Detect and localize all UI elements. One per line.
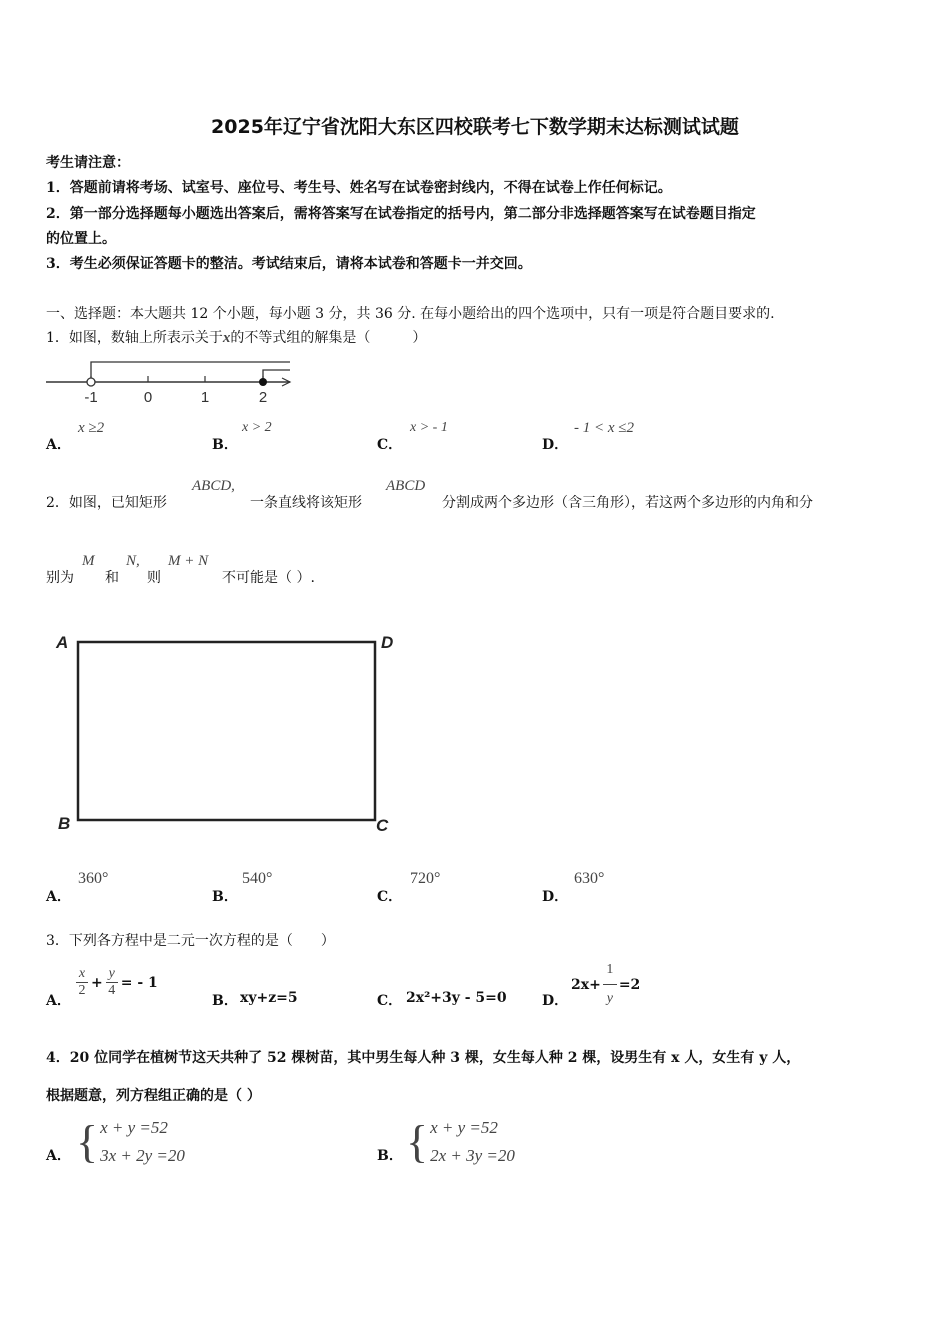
q2-option-b-expr: 540° — [242, 870, 273, 887]
page-title: 2025年辽宁省沈阳大东区四校联考七下数学期末达标测试试题 — [211, 116, 739, 138]
solution-bracket-left — [91, 362, 290, 382]
q2-math-abcd-1: ABCD, — [192, 478, 235, 494]
number-line-figure — [44, 352, 294, 408]
equation-2: 2x + 3y =20 — [430, 1146, 515, 1165]
q2-math-m: M — [82, 553, 95, 569]
q2-text-2: 一条直线将该矩形 — [250, 495, 362, 511]
q1-option-b-label[interactable]: B． — [212, 437, 238, 453]
q3-frac-y-over-4 — [106, 966, 118, 999]
frac-denominator: 2 — [78, 983, 86, 998]
notice-heading: 考生请注意： — [46, 155, 130, 171]
q2-option-b-label[interactable]: B． — [212, 889, 238, 905]
q3-stem: 3．下列各方程中是二元一次方程的是（ ） — [46, 933, 335, 949]
q2-text-4: 别为 — [46, 570, 74, 586]
q4-option-a-system — [76, 1114, 185, 1170]
open-point — [87, 378, 95, 386]
plus-sign: + — [91, 974, 103, 991]
left-brace: { — [406, 1116, 429, 1167]
q1-option-b-expr: x > 2 — [242, 420, 272, 435]
equation-stack — [100, 1114, 185, 1170]
q4-option-b-label[interactable]: B． — [377, 1148, 403, 1164]
frac-numerator: x — [78, 966, 86, 981]
equation-1: x + y =52 — [100, 1118, 168, 1137]
q4-option-a-label[interactable]: A． — [46, 1148, 71, 1164]
q1-text-b: 的不等式组的解集是（ ） — [230, 330, 427, 346]
q1-option-c-expr: x > - 1 — [410, 420, 448, 435]
tick-label-2: 2 — [258, 389, 268, 406]
expr-prefix: 2x+ — [571, 976, 601, 993]
equation-2: 3x + 2y =20 — [100, 1146, 185, 1165]
notice-item-3: 3．考生必须保证答题卡的整洁。考试结束后，请将本试卷和答题卡一并交回。 — [46, 256, 532, 272]
notice-item-2-cont: 的位置上。 — [46, 231, 116, 247]
q1-option-c-label[interactable]: C． — [377, 437, 403, 453]
left-brace: { — [76, 1116, 99, 1167]
q4-stem-line-1: 4．20 位同学在植树节这天共种了 52 棵树苗，其中男生每人种 3 棵，女生每人种 2 棵，设男生有 x 人，女生有 y 人， — [46, 1050, 801, 1066]
q1-text-a: 1．如图，数轴上所表示关于 — [46, 330, 223, 346]
closed-point — [259, 378, 267, 386]
q3-option-a-label[interactable]: A． — [46, 993, 71, 1009]
frac-denominator: 4 — [108, 983, 116, 998]
q3-option-b-label[interactable]: B． — [212, 993, 238, 1009]
tick-label-1: 1 — [200, 389, 210, 406]
equation-1: x + y =52 — [430, 1118, 498, 1137]
corner-label-c: C — [376, 816, 389, 835]
q4-option-b-system — [406, 1114, 515, 1170]
expr-suffix: =2 — [618, 976, 641, 993]
q2-text-5: 和 — [105, 570, 119, 586]
q2-math-mn: M + N — [168, 553, 209, 569]
q4-stem-line-2: 根据题意，列方程组正确的是（ ） — [46, 1088, 261, 1104]
q2-math-abcd-2: ABCD — [386, 478, 426, 494]
frac-denominator: y — [606, 991, 613, 1006]
q3-option-d-label[interactable]: D． — [542, 993, 569, 1009]
tick-label-neg1: -1 — [84, 389, 98, 406]
equals-rest: = - 1 — [120, 974, 158, 991]
q2-option-d-expr: 630° — [574, 870, 605, 887]
rectangle-abcd — [78, 642, 375, 820]
frac-numerator: 1 — [606, 962, 614, 977]
q3-option-a-expr — [76, 966, 158, 999]
q2-option-a-label[interactable]: A． — [46, 889, 71, 905]
q2-text-1: 2．如图，已知矩形 — [46, 495, 167, 511]
equation-stack — [430, 1114, 515, 1170]
q1-option-a-label[interactable]: A． — [46, 437, 71, 453]
q1-var: x — [222, 330, 231, 346]
q2-text-7: 不可能是（ ）. — [222, 570, 315, 586]
corner-label-d: D — [381, 633, 394, 652]
q2-option-c-label[interactable]: C． — [377, 889, 403, 905]
q1-option-d-label[interactable]: D． — [542, 437, 569, 453]
q3-option-c-expr: 2x²+3y - 5=0 — [406, 990, 507, 1006]
q1-option-d-expr: - 1 < x ≤2 — [574, 420, 635, 436]
rectangle-figure — [50, 628, 400, 838]
frac-bar — [603, 984, 617, 985]
q2-option-a-expr: 360° — [78, 870, 109, 887]
q2-math-n: N, — [126, 553, 140, 569]
q2-option-d-label[interactable]: D． — [542, 889, 569, 905]
q1-stem — [46, 327, 426, 347]
q3-frac-1-over-y — [603, 962, 617, 1007]
section-heading: 一、选择题：本大题共 12 个小题，每小题 3 分，共 36 分. 在每小题给出的四个选项中，只有一项是符合题目要求的. — [46, 306, 775, 322]
notice-item-1: 1．答题前请将考场、试室号、座位号、考生号、姓名写在试卷密封线内，不得在试卷上作任何标记。 — [46, 180, 672, 196]
q3-option-c-label[interactable]: C． — [377, 993, 403, 1009]
q2-text-6: 则 — [147, 570, 161, 586]
notice-item-2: 2．第一部分选择题每小题选出答案后，需将答案写在试卷指定的括号内，第二部分非选择题答案写在试卷题目指定 — [46, 206, 756, 222]
q3-option-b-expr: xy+z=5 — [240, 990, 298, 1006]
q2-text-3: 分割成两个多边形（含三角形），若这两个多边形的内角和分 — [442, 495, 813, 511]
corner-label-b: B — [58, 814, 71, 833]
frac-numerator: y — [108, 966, 115, 981]
q1-option-a-expr: x ≥2 — [78, 420, 105, 436]
tick-label-0: 0 — [143, 389, 153, 406]
q3-option-d-expr — [571, 962, 640, 1007]
corner-label-a: A — [56, 633, 69, 652]
q2-option-c-expr: 720° — [410, 870, 441, 887]
q3-frac-x-over-2 — [76, 966, 88, 999]
